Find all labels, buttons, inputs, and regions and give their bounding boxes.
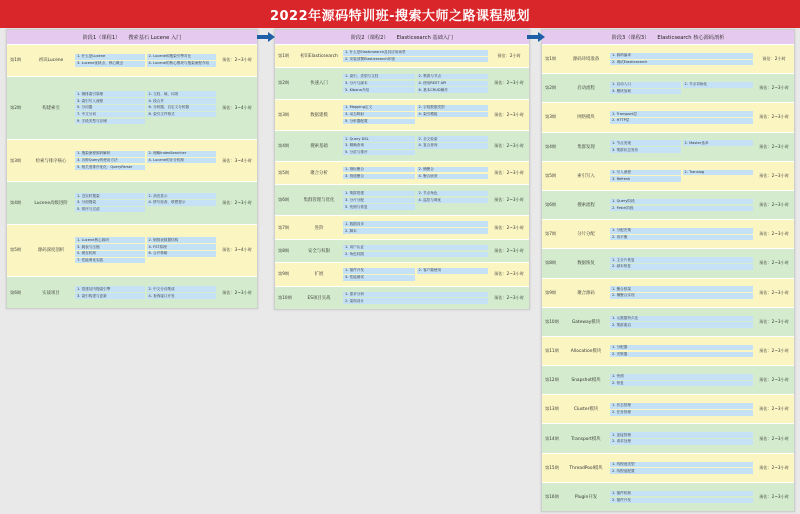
duration-estimate: 预估：2~3小时 bbox=[759, 464, 789, 470]
session-title: 集群发现 bbox=[577, 144, 595, 150]
topic-item: 2. 集群与节点 bbox=[417, 74, 489, 80]
session-number: 第1期 bbox=[10, 57, 22, 63]
duration-estimate: 预估：2~3小时 bbox=[759, 318, 789, 324]
topic-item: 1. 需求分析 bbox=[343, 292, 488, 298]
duration-estimate: 预估：3~4小时 bbox=[222, 157, 252, 163]
course-row bbox=[7, 276, 257, 308]
topic-item: 3. Refresh bbox=[610, 176, 681, 182]
topic-item: 4. 索引模板 bbox=[417, 112, 489, 118]
topic-item: 1. 分配决策 bbox=[610, 228, 753, 234]
session-number: 第8期 bbox=[278, 248, 290, 253]
topic-item: 2. 角色权限 bbox=[343, 252, 488, 258]
course-row bbox=[275, 161, 529, 184]
course-row bbox=[542, 132, 794, 161]
course-row bbox=[7, 224, 257, 277]
topic-item: 2. 再平衡 bbox=[610, 235, 753, 241]
course-row bbox=[7, 76, 257, 139]
session-title: Cluster模块 bbox=[573, 407, 599, 413]
session-number: 第5期 bbox=[545, 172, 557, 178]
topic-list bbox=[342, 263, 489, 285]
course-row bbox=[542, 307, 794, 336]
topic-item: 3. Lucene优缺点、核心概念 bbox=[75, 61, 145, 67]
duration-estimate: 预估：2~3小时 bbox=[759, 143, 789, 149]
course-row bbox=[275, 215, 529, 238]
panel-header bbox=[275, 30, 529, 44]
course-row bbox=[542, 365, 794, 394]
course-row bbox=[542, 219, 794, 248]
topic-item: 1. 用户认证 bbox=[343, 245, 488, 251]
topic-item: 1. 插件开发 bbox=[343, 268, 415, 274]
topic-item: 1. 写入流程 bbox=[610, 170, 681, 176]
topic-item: 1. 元数据持久化 bbox=[610, 316, 753, 322]
session-title: 聚合源码 bbox=[577, 290, 595, 296]
topic-list bbox=[609, 162, 754, 190]
course-row bbox=[275, 286, 529, 309]
duration-estimate: 预估：2~3小时 bbox=[494, 248, 524, 253]
topic-item: 3. 精确查询 bbox=[343, 143, 415, 149]
topic-item: 5. 分词器 bbox=[75, 105, 145, 111]
topic-item: 3. 集群状态发布 bbox=[610, 147, 681, 153]
course-row bbox=[7, 181, 257, 223]
topic-item: 2. 全文检索 bbox=[417, 136, 489, 142]
arrow-right-icon bbox=[527, 32, 545, 42]
topic-list bbox=[609, 454, 754, 482]
duration-estimate: 预估：2~3小时 bbox=[494, 224, 524, 230]
session-title: 索引写入 bbox=[577, 173, 595, 179]
session-title: 初识Lucene bbox=[38, 58, 64, 64]
topic-item: 2. 决策器 bbox=[610, 352, 753, 358]
topic-item: 2. 桶聚合 bbox=[417, 167, 489, 173]
session-title: 数据恢复 bbox=[577, 261, 595, 267]
session-title: 源码环境准备 bbox=[572, 57, 600, 63]
topic-item: 3. 索引构建与更新 bbox=[75, 293, 145, 299]
duration-estimate: 预估：2~3小时 bbox=[222, 289, 252, 295]
session-title: 安全与权限 bbox=[308, 249, 330, 254]
topic-item: 3. 跳表与压缩 bbox=[75, 244, 145, 250]
topic-item: 1. 什么是Lucene bbox=[75, 54, 145, 60]
session-number: 第7期 bbox=[278, 224, 290, 230]
duration-estimate: 预估：2小时 bbox=[762, 56, 786, 62]
course-row bbox=[542, 278, 794, 307]
duration-estimate: 预估：3~4小时 bbox=[222, 247, 252, 253]
topic-list bbox=[342, 68, 489, 98]
topic-item: 1. 连接管理 bbox=[610, 432, 753, 438]
topic-item: 2. 节点初始化 bbox=[683, 82, 754, 88]
session-number: 第10期 bbox=[545, 318, 559, 324]
topic-item: 4. 监控与调优 bbox=[417, 198, 489, 204]
topic-item: 2. Fetch阶段 bbox=[610, 206, 753, 212]
topic-item: 3. 分片与副本 bbox=[343, 81, 415, 87]
stage-label: 阶段3（课程3） bbox=[611, 34, 650, 41]
topic-list bbox=[609, 308, 754, 336]
session-title: 进阶 bbox=[314, 225, 324, 231]
topic-item: 1. 快照 bbox=[610, 374, 753, 380]
course-row bbox=[7, 44, 257, 76]
session-number: 第2期 bbox=[545, 85, 557, 91]
session-title: 构建索引 bbox=[42, 105, 60, 111]
topic-item: 4. 使用REST API bbox=[417, 81, 489, 87]
topic-list bbox=[74, 182, 217, 223]
duration-estimate: 预估：3~4小时 bbox=[222, 104, 252, 110]
course-row bbox=[542, 44, 794, 73]
topic-list bbox=[74, 45, 217, 76]
session-number: 第15期 bbox=[545, 464, 559, 470]
topic-list bbox=[609, 395, 754, 423]
duration-estimate: 预估：2~3小时 bbox=[759, 202, 789, 208]
duration-estimate: 预估：2~3小时 bbox=[494, 80, 524, 86]
topic-list bbox=[74, 140, 217, 181]
duration-estimate: 预估：2小时 bbox=[497, 53, 521, 59]
topic-item: 1. 搭建站内搜索引擎 bbox=[75, 286, 145, 292]
session-title: Plugin开发 bbox=[574, 494, 598, 500]
session-number: 第12期 bbox=[545, 377, 559, 383]
topic-item: 5. 相关度排序优化：QueryParser bbox=[75, 165, 145, 171]
course-row bbox=[275, 67, 529, 98]
duration-estimate: 预估：2~3小时 bbox=[759, 231, 789, 237]
course-row bbox=[542, 423, 794, 452]
arrow-right-icon bbox=[257, 32, 275, 42]
topic-list bbox=[342, 162, 489, 184]
topic-item: 5. Kibana介绍 bbox=[343, 87, 415, 93]
session-title: ES项目实战 bbox=[307, 295, 331, 301]
duration-estimate: 预估：2~3小时 bbox=[759, 493, 789, 499]
session-number: 第9期 bbox=[278, 271, 290, 277]
topic-item: 6. 分析器、自定义分析器 bbox=[147, 105, 217, 111]
topic-item: 1. 分配器 bbox=[610, 345, 753, 351]
topic-item: 3. 动态映射 bbox=[343, 112, 415, 118]
topic-item: 3. 管道聚合 bbox=[343, 174, 415, 180]
panel-header bbox=[7, 30, 257, 44]
panel-stage-1 bbox=[6, 29, 258, 309]
topic-item: 1. 索引、类型与文档 bbox=[343, 74, 415, 80]
topic-item: 1. 倒排索引原理 bbox=[75, 91, 145, 97]
topic-item: 1. 聚合框架 bbox=[610, 286, 753, 292]
session-number: 第4期 bbox=[278, 142, 290, 148]
course-row bbox=[542, 394, 794, 423]
session-title: 扩展 bbox=[314, 272, 324, 278]
stage-label: 阶段2（课程2） bbox=[350, 34, 389, 41]
duration-estimate: 预估：2~3小时 bbox=[494, 197, 524, 203]
session-number: 第14期 bbox=[545, 435, 559, 441]
session-number: 第8期 bbox=[545, 260, 557, 266]
topic-list bbox=[609, 366, 754, 394]
session-number: 第4期 bbox=[10, 199, 22, 205]
topic-item: 8. 索引文件格式 bbox=[147, 112, 217, 118]
topic-item: 4. 查询接口开发 bbox=[147, 293, 217, 299]
session-title: Lucene高级进阶 bbox=[34, 200, 68, 206]
topic-list bbox=[342, 131, 489, 161]
session-title: 搜索基础 bbox=[310, 143, 328, 149]
topic-item: 2. Lucene和搜索引擎对比 bbox=[147, 54, 217, 60]
duration-estimate: 预估：2~3小时 bbox=[494, 271, 524, 277]
topic-list bbox=[609, 45, 754, 73]
topic-list bbox=[342, 240, 489, 262]
course-row bbox=[542, 336, 794, 365]
session-number: 第11期 bbox=[545, 347, 559, 353]
topic-item: 2. 桶聚合实现 bbox=[610, 293, 753, 299]
topic-list bbox=[609, 220, 754, 248]
topic-list bbox=[74, 277, 217, 308]
topic-list bbox=[609, 249, 754, 277]
course-row bbox=[542, 453, 794, 482]
course-row bbox=[542, 482, 794, 511]
topic-item: 3. 分面搜索 bbox=[75, 200, 145, 206]
duration-estimate: 预估：2~3小时 bbox=[759, 435, 789, 441]
topic-item: 1. Query DSL bbox=[343, 136, 415, 142]
topic-item: 2. Master选举 bbox=[683, 140, 754, 146]
topic-item: 3. 索引写入流程 bbox=[75, 98, 145, 104]
session-title: ThreadPool模块 bbox=[569, 465, 603, 471]
topic-list bbox=[609, 191, 754, 219]
topic-item: 3. 各种Query的使用方法 bbox=[75, 158, 145, 164]
duration-estimate: 预估：2~3小时 bbox=[494, 142, 524, 148]
topic-item: 6. 合并策略 bbox=[147, 251, 217, 257]
topic-list bbox=[609, 103, 754, 131]
topic-item: 1. 数据同步 bbox=[343, 221, 488, 227]
topic-item: 2. 理解IndexSearcher bbox=[147, 151, 217, 157]
course-row bbox=[542, 248, 794, 277]
course-row bbox=[275, 44, 529, 67]
course-row bbox=[275, 184, 529, 215]
topic-item: 1. 近实时搜索 bbox=[75, 193, 145, 199]
session-number: 第7期 bbox=[545, 231, 557, 237]
course-row bbox=[542, 190, 794, 219]
topic-item: 2. 高亮显示 bbox=[147, 193, 217, 199]
duration-estimate: 预估：2~3小时 bbox=[759, 406, 789, 412]
topic-item: 4. 拼写检查、联想提示 bbox=[147, 200, 217, 206]
session-title: 数据建模 bbox=[310, 112, 328, 118]
session-title: 搜索流程 bbox=[577, 203, 595, 209]
course-row bbox=[7, 139, 257, 181]
topic-item: 5. 快照与恢复 bbox=[343, 204, 415, 210]
session-title: 源码深度剖析 bbox=[37, 248, 65, 254]
topic-item: 2. 恢复 bbox=[610, 381, 753, 387]
stage-title: Elasticsearch 核心源码剖析 bbox=[657, 34, 725, 41]
session-title: 快速入门 bbox=[310, 81, 328, 87]
topic-item: 5. 分页与排序 bbox=[343, 150, 415, 156]
topic-item: 7. 性能调优实践 bbox=[75, 258, 145, 264]
course-row bbox=[542, 102, 794, 131]
topic-item: 1. 主分片恢复 bbox=[610, 257, 753, 263]
topic-item: 3. 分片分配 bbox=[343, 198, 415, 204]
topic-list bbox=[74, 225, 217, 277]
duration-estimate: 预估：2~3小时 bbox=[494, 294, 524, 300]
topic-list bbox=[609, 337, 754, 365]
session-number: 第2期 bbox=[10, 104, 22, 110]
topic-item: 4. Lucene的核心模块与搜索流程介绍 bbox=[147, 61, 217, 67]
topic-item: 2. 客户端使用 bbox=[417, 268, 489, 274]
topic-item: 2. 字段数据类型 bbox=[417, 105, 489, 111]
topic-item: 2. 倒排表数据结构 bbox=[147, 237, 217, 243]
topic-item: 2. 安装部署Elasticsearch环境 bbox=[343, 57, 488, 63]
topic-item: 7. 中文分词 bbox=[75, 112, 145, 118]
stage-title: 搜索基石 Lucene 入门 bbox=[128, 34, 182, 41]
banner bbox=[0, 0, 800, 28]
session-number: 第10期 bbox=[278, 294, 292, 300]
topic-item: 4. 段合并 bbox=[147, 98, 217, 104]
topic-item: 2. 架构设计 bbox=[343, 298, 488, 304]
duration-estimate: 预估：2~3小时 bbox=[494, 111, 524, 117]
topic-item: 3. 模块加载 bbox=[610, 89, 681, 95]
panel-stage-2 bbox=[274, 29, 530, 310]
topic-item: 2. 调试Elasticsearch bbox=[610, 60, 753, 66]
session-number: 第6期 bbox=[545, 202, 557, 208]
session-number: 第9期 bbox=[545, 289, 557, 295]
session-title: 网络模块 bbox=[577, 115, 595, 121]
session-title: 分片分配 bbox=[577, 232, 595, 238]
session-number: 第5期 bbox=[278, 170, 290, 176]
session-number: 第1期 bbox=[545, 56, 557, 62]
topic-item: 1. 插件机制 bbox=[610, 491, 753, 497]
duration-estimate: 预估：2~3小时 bbox=[222, 199, 252, 205]
topic-item: 2. 插件开发 bbox=[610, 498, 753, 504]
course-row bbox=[542, 161, 794, 190]
page-title: 2022年源码特训班-搜索大师之路课程规划 bbox=[269, 8, 531, 24]
topic-item: 1. Mapping定义 bbox=[343, 105, 415, 111]
session-title: Gateway模块 bbox=[571, 319, 601, 325]
topic-item: 5. 排序与过滤 bbox=[75, 207, 145, 213]
topic-list bbox=[609, 133, 754, 161]
session-number: 第4期 bbox=[545, 143, 557, 149]
session-title: Snapshot模块 bbox=[571, 378, 601, 384]
session-number: 第5期 bbox=[10, 247, 22, 253]
session-title: 实战项目 bbox=[42, 290, 60, 296]
duration-estimate: 预估：2~3小时 bbox=[222, 57, 252, 63]
duration-estimate: 预估：2~3小时 bbox=[759, 289, 789, 295]
topic-list bbox=[609, 483, 754, 511]
topic-item: 9. 字段类型与存储 bbox=[75, 119, 145, 125]
session-title: 初识Elasticsearch bbox=[300, 54, 338, 60]
session-title: Transport模块 bbox=[571, 436, 601, 442]
topic-item: 1. 源码编译 bbox=[610, 53, 753, 59]
topic-item: 1. 指标聚合 bbox=[343, 167, 415, 173]
duration-estimate: 预估：2~3小时 bbox=[759, 347, 789, 353]
topic-item: 2. 脚本 bbox=[343, 228, 488, 234]
topic-item: 2. 中文分词集成 bbox=[147, 286, 217, 292]
topic-item: 1. 节点发现 bbox=[610, 140, 681, 146]
topic-item: 4. Lucene的评分机制 bbox=[147, 158, 217, 164]
topic-item: 2. 文档、域、词项 bbox=[147, 91, 217, 97]
course-row bbox=[275, 99, 529, 130]
topic-list bbox=[342, 216, 489, 238]
topic-item: 2. 线程池配置 bbox=[610, 468, 753, 474]
stage-title: Elasticsearch 基础入门 bbox=[396, 34, 454, 41]
duration-estimate: 预估：2~3小时 bbox=[759, 85, 789, 91]
topic-item: 1. 搜索流程源码解析 bbox=[75, 151, 145, 157]
topic-item: 5. 分析器配置 bbox=[343, 119, 415, 125]
topic-item: 2. 任务管理 bbox=[610, 410, 753, 416]
topic-list bbox=[609, 424, 754, 452]
duration-estimate: 预估：2~3小时 bbox=[494, 170, 524, 176]
topic-item: 2. 请求处理 bbox=[610, 439, 753, 445]
topic-item: 1. Transport层 bbox=[610, 111, 753, 117]
duration-estimate: 预估：2~3小时 bbox=[759, 114, 789, 120]
topic-list bbox=[342, 100, 489, 130]
topic-item: 5. 缓存机制 bbox=[75, 251, 145, 257]
panel-header bbox=[542, 30, 794, 44]
session-number: 第6期 bbox=[10, 289, 22, 295]
session-title: 集群管理与优化 bbox=[303, 198, 335, 204]
topic-list bbox=[342, 45, 489, 67]
topic-item: 4. 复合查询 bbox=[417, 143, 489, 149]
session-title: 启动流程 bbox=[577, 86, 595, 92]
topic-item: 1. 什么是Elasticsearch及其应用场景 bbox=[343, 50, 488, 56]
session-title: 检索与排序核心 bbox=[35, 158, 67, 164]
course-row bbox=[275, 239, 529, 262]
topic-list bbox=[74, 77, 217, 139]
session-number: 第2期 bbox=[278, 80, 290, 86]
topic-list bbox=[342, 287, 489, 309]
topic-item: 1. 线程池类型 bbox=[610, 462, 753, 468]
session-number: 第3期 bbox=[278, 111, 290, 117]
session-number: 第1期 bbox=[278, 53, 290, 59]
course-row bbox=[275, 262, 529, 285]
session-title: 聚合分析 bbox=[310, 171, 328, 177]
topic-item: 1. Query阶段 bbox=[610, 199, 753, 205]
session-number: 第3期 bbox=[545, 114, 557, 120]
topic-list bbox=[609, 74, 754, 102]
topic-item: 1. Lucene核心源码 bbox=[75, 237, 145, 243]
topic-item: 6. 基本CRUD操作 bbox=[417, 87, 489, 93]
topic-item: 2. 副本恢复 bbox=[610, 264, 753, 270]
topic-item: 1. 集群搭建 bbox=[343, 191, 415, 197]
topic-item: 1. 状态管理 bbox=[610, 403, 753, 409]
topic-item: 3. 性能测试 bbox=[343, 275, 415, 281]
topic-item: 4. 聚合嵌套 bbox=[417, 174, 489, 180]
session-number: 第13期 bbox=[545, 406, 559, 412]
duration-estimate: 预估：2~3小时 bbox=[759, 260, 789, 266]
course-row bbox=[542, 73, 794, 102]
topic-list bbox=[342, 185, 489, 215]
panel-stage-3 bbox=[541, 29, 795, 512]
session-title: Allocation模块 bbox=[570, 348, 602, 354]
duration-estimate: 预估：2~3小时 bbox=[759, 377, 789, 383]
stage-label: 阶段1（课程1） bbox=[82, 34, 121, 41]
topic-item: 2. 节点角色 bbox=[417, 191, 489, 197]
session-number: 第3期 bbox=[10, 157, 22, 163]
duration-estimate: 预估：2~3小时 bbox=[759, 172, 789, 178]
session-number: 第6期 bbox=[278, 197, 290, 203]
topic-item: 2. Translog bbox=[683, 170, 754, 176]
topic-item: 2. 集群重启 bbox=[610, 322, 753, 328]
course-row bbox=[275, 130, 529, 161]
session-number: 第16期 bbox=[545, 493, 559, 499]
topic-list bbox=[609, 279, 754, 307]
topic-item: 1. 启动入口 bbox=[610, 82, 681, 88]
topic-item: 2. HTTP层 bbox=[610, 118, 753, 124]
topic-item: 4. FST原理 bbox=[147, 244, 217, 250]
